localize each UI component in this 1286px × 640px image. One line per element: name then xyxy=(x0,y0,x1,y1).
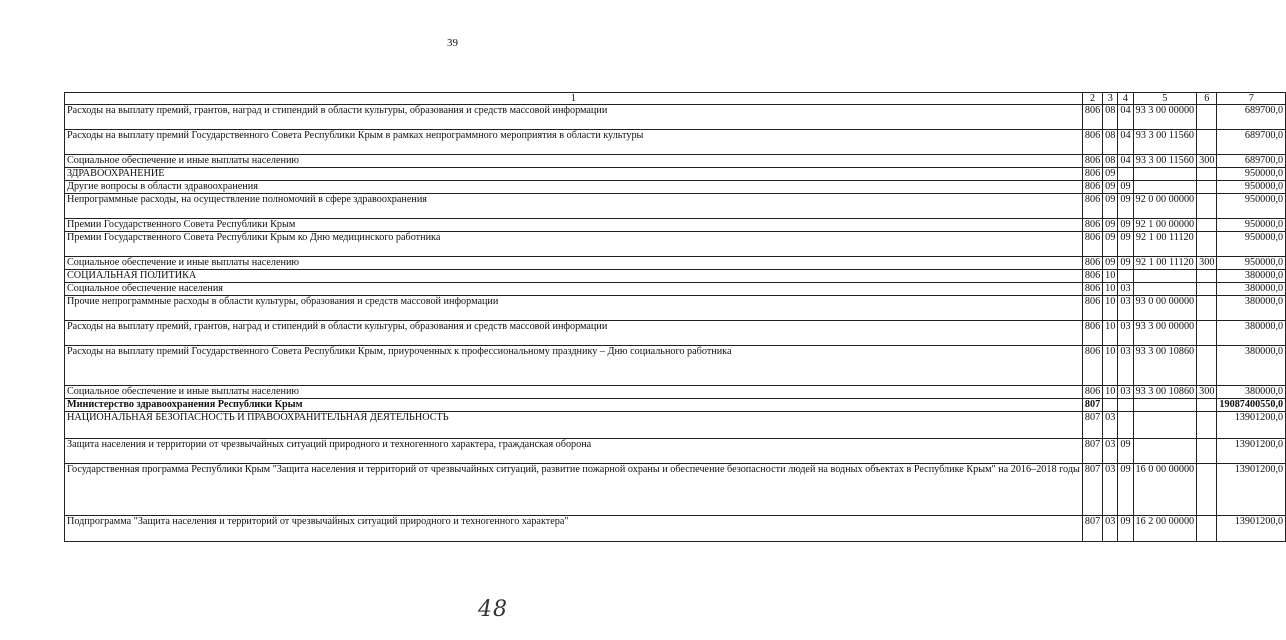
section-cell: 09 xyxy=(1103,232,1118,257)
amount-cell: 380000,0 xyxy=(1217,321,1286,346)
table-row xyxy=(65,181,1286,194)
target-article-cell: 93 3 00 11560 xyxy=(1133,130,1197,155)
row-name-cell: Расходы на выплату премий, грантов, наград и стипендий в области культуры, образования и средств массовой информации xyxy=(65,321,1083,346)
admin-code-cell: 806 xyxy=(1082,257,1102,270)
subsection-cell: 03 xyxy=(1118,386,1133,399)
expense-type-cell xyxy=(1197,194,1217,219)
admin-code-cell: 807 xyxy=(1082,516,1102,542)
expense-type-cell xyxy=(1197,283,1217,296)
admin-code-cell: 807 xyxy=(1082,464,1102,516)
target-article-cell xyxy=(1133,283,1197,296)
expense-type-cell xyxy=(1197,105,1217,130)
section-cell: 03 xyxy=(1103,412,1118,439)
subsection-cell xyxy=(1118,270,1133,283)
target-article-cell: 92 1 00 11120 xyxy=(1133,232,1197,257)
row-name-cell: Социальное обеспечение населения xyxy=(65,283,1083,296)
admin-code-cell: 807 xyxy=(1082,412,1102,439)
subsection-cell: 09 xyxy=(1118,194,1133,219)
target-article-cell: 16 2 00 00000 xyxy=(1133,516,1197,542)
expense-type-cell xyxy=(1197,321,1217,346)
amount-cell: 689700,0 xyxy=(1217,105,1286,130)
table-header-row xyxy=(65,93,1286,105)
row-name-cell: Подпрограмма "Защита населения и территорий от чрезвычайных ситуаций природного и техногенного характера" xyxy=(65,516,1083,542)
column-header: 6 xyxy=(1197,93,1217,105)
expense-type-cell: 300 xyxy=(1197,257,1217,270)
subsection-cell: 03 xyxy=(1118,296,1133,321)
expense-type-cell xyxy=(1197,232,1217,257)
row-name-cell: НАЦИОНАЛЬНАЯ БЕЗОПАСНОСТЬ И ПРАВООХРАНИТЕЛЬНАЯ ДЕЯТЕЛЬНОСТЬ xyxy=(65,412,1083,439)
target-article-cell xyxy=(1133,439,1197,464)
table-row xyxy=(65,386,1286,399)
amount-cell: 13901200,0 xyxy=(1217,516,1286,542)
section-cell: 08 xyxy=(1103,155,1118,168)
row-name-cell: Министерство здравоохранения Республики Крым xyxy=(65,399,1083,412)
expense-type-cell: 300 xyxy=(1197,386,1217,399)
amount-cell: 950000,0 xyxy=(1217,181,1286,194)
expense-type-cell xyxy=(1197,464,1217,516)
column-header: 1 xyxy=(65,93,1083,105)
subsection-cell xyxy=(1118,399,1133,412)
amount-cell: 380000,0 xyxy=(1217,283,1286,296)
expense-type-cell xyxy=(1197,296,1217,321)
expense-type-cell xyxy=(1197,439,1217,464)
column-header: 4 xyxy=(1118,93,1133,105)
table-row xyxy=(65,399,1286,412)
expense-type-cell xyxy=(1197,270,1217,283)
subsection-cell xyxy=(1118,412,1133,439)
admin-code-cell: 806 xyxy=(1082,321,1102,346)
column-header: 7 xyxy=(1217,93,1286,105)
row-name-cell: Премии Государственного Совета Республики Крым xyxy=(65,219,1083,232)
table-row xyxy=(65,168,1286,181)
row-name-cell: Другие вопросы в области здравоохранения xyxy=(65,181,1083,194)
section-cell: 03 xyxy=(1103,516,1118,542)
column-header: 3 xyxy=(1103,93,1118,105)
handwritten-note: 48 xyxy=(478,597,508,622)
subsection-cell xyxy=(1118,168,1133,181)
admin-code-cell: 806 xyxy=(1082,155,1102,168)
row-name-cell: Непрограммные расходы, на осуществление полномочий в сфере здравоохранения xyxy=(65,194,1083,219)
row-name-cell: Государственная программа Республики Крым "Защита населения и территорий от чрезвычайных ситуаций, развитие пожарной охраны и обеспечение безопасности людей на водных объектах в Республике Крым" на 2016–2018 годы xyxy=(65,464,1083,516)
row-name-cell: Премии Государственного Совета Республики Крым ко Дню медицинского работника xyxy=(65,232,1083,257)
table-row xyxy=(65,321,1286,346)
amount-cell: 380000,0 xyxy=(1217,270,1286,283)
section-cell: 10 xyxy=(1103,321,1118,346)
expense-type-cell xyxy=(1197,219,1217,232)
target-article-cell: 93 3 00 11560 xyxy=(1133,155,1197,168)
section-cell: 10 xyxy=(1103,296,1118,321)
target-article-cell: 93 3 00 00000 xyxy=(1133,321,1197,346)
row-name-cell: Защита населения и территории от чрезвычайных ситуаций природного и техногенного характера, гражданская оборона xyxy=(65,439,1083,464)
row-name-cell: ЗДРАВООХРАНЕНИЕ xyxy=(65,168,1083,181)
target-article-cell xyxy=(1133,181,1197,194)
row-name-cell: Социальное обеспечение и иные выплаты населению xyxy=(65,257,1083,270)
row-name-cell: Социальное обеспечение и иные выплаты населению xyxy=(65,155,1083,168)
table-row xyxy=(65,155,1286,168)
section-cell: 09 xyxy=(1103,219,1118,232)
table-row xyxy=(65,464,1286,516)
admin-code-cell: 806 xyxy=(1082,296,1102,321)
subsection-cell: 09 xyxy=(1118,257,1133,270)
expense-type-cell: 300 xyxy=(1197,155,1217,168)
row-name-cell: Расходы на выплату премий, грантов, наград и стипендий в области культуры, образования и средств массовой информации xyxy=(65,105,1083,130)
table-row xyxy=(65,412,1286,439)
amount-cell: 380000,0 xyxy=(1217,386,1286,399)
target-article-cell: 16 0 00 00000 xyxy=(1133,464,1197,516)
section-cell xyxy=(1103,399,1118,412)
amount-cell: 13901200,0 xyxy=(1217,439,1286,464)
expense-type-cell xyxy=(1197,130,1217,155)
admin-code-cell: 806 xyxy=(1082,181,1102,194)
table-row xyxy=(65,516,1286,542)
admin-code-cell: 806 xyxy=(1082,219,1102,232)
section-cell: 09 xyxy=(1103,257,1118,270)
table-row xyxy=(65,105,1286,130)
amount-cell: 689700,0 xyxy=(1217,155,1286,168)
row-name-cell: Прочие непрограммные расходы в области культуры, образования и средств массовой информации xyxy=(65,296,1083,321)
table-row xyxy=(65,232,1286,257)
admin-code-cell: 806 xyxy=(1082,194,1102,219)
column-header: 2 xyxy=(1082,93,1102,105)
subsection-cell: 03 xyxy=(1118,346,1133,386)
table-row xyxy=(65,296,1286,321)
admin-code-cell: 806 xyxy=(1082,386,1102,399)
target-article-cell: 92 1 00 00000 xyxy=(1133,219,1197,232)
section-cell: 03 xyxy=(1103,439,1118,464)
target-article-cell: 93 3 00 10860 xyxy=(1133,386,1197,399)
amount-cell: 950000,0 xyxy=(1217,232,1286,257)
target-article-cell: 93 3 00 10860 xyxy=(1133,346,1197,386)
section-cell: 09 xyxy=(1103,194,1118,219)
amount-cell: 13901200,0 xyxy=(1217,464,1286,516)
expense-type-cell xyxy=(1197,346,1217,386)
row-name-cell: Расходы на выплату премий Государственного Совета Республики Крым, приуроченных к профессиональному празднику – Дню социального работника xyxy=(65,346,1083,386)
target-article-cell xyxy=(1133,399,1197,412)
section-cell: 10 xyxy=(1103,386,1118,399)
subsection-cell: 03 xyxy=(1118,283,1133,296)
admin-code-cell: 806 xyxy=(1082,168,1102,181)
table-row xyxy=(65,219,1286,232)
expense-type-cell xyxy=(1197,168,1217,181)
table-row xyxy=(65,270,1286,283)
admin-code-cell: 806 xyxy=(1082,346,1102,386)
table-row xyxy=(65,194,1286,219)
target-article-cell xyxy=(1133,412,1197,439)
section-cell: 08 xyxy=(1103,130,1118,155)
amount-cell: 950000,0 xyxy=(1217,168,1286,181)
section-cell: 10 xyxy=(1103,346,1118,386)
subsection-cell: 04 xyxy=(1118,105,1133,130)
subsection-cell: 09 xyxy=(1118,464,1133,516)
row-name-cell: Социальное обеспечение и иные выплаты населению xyxy=(65,386,1083,399)
admin-code-cell: 806 xyxy=(1082,105,1102,130)
amount-cell: 689700,0 xyxy=(1217,130,1286,155)
admin-code-cell: 807 xyxy=(1082,439,1102,464)
target-article-cell: 93 3 00 00000 xyxy=(1133,105,1197,130)
amount-cell: 13901200,0 xyxy=(1217,412,1286,439)
expense-type-cell xyxy=(1197,516,1217,542)
admin-code-cell: 806 xyxy=(1082,283,1102,296)
table-body xyxy=(65,105,1286,542)
row-name-cell: Расходы на выплату премий Государственного Совета Республики Крым в рамках непрограммного мероприятия в области культуры xyxy=(65,130,1083,155)
section-cell: 10 xyxy=(1103,270,1118,283)
table-row xyxy=(65,257,1286,270)
amount-cell: 950000,0 xyxy=(1217,194,1286,219)
section-cell: 03 xyxy=(1103,464,1118,516)
section-cell: 09 xyxy=(1103,168,1118,181)
table-row xyxy=(65,130,1286,155)
section-cell: 09 xyxy=(1103,181,1118,194)
subsection-cell: 03 xyxy=(1118,321,1133,346)
subsection-cell: 09 xyxy=(1118,516,1133,542)
target-article-cell xyxy=(1133,168,1197,181)
budget-table xyxy=(64,92,1286,542)
amount-cell: 950000,0 xyxy=(1217,257,1286,270)
expense-type-cell xyxy=(1197,412,1217,439)
amount-cell: 950000,0 xyxy=(1217,219,1286,232)
target-article-cell: 93 0 00 00000 xyxy=(1133,296,1197,321)
subsection-cell: 09 xyxy=(1118,439,1133,464)
page-number: 39 xyxy=(447,37,458,49)
column-header: 5 xyxy=(1133,93,1197,105)
row-name-cell: СОЦИАЛЬНАЯ ПОЛИТИКА xyxy=(65,270,1083,283)
table-row xyxy=(65,346,1286,386)
section-cell: 10 xyxy=(1103,283,1118,296)
section-cell: 08 xyxy=(1103,105,1118,130)
expense-type-cell xyxy=(1197,181,1217,194)
amount-cell: 380000,0 xyxy=(1217,346,1286,386)
admin-code-cell: 806 xyxy=(1082,232,1102,257)
target-article-cell: 92 1 00 11120 xyxy=(1133,257,1197,270)
amount-cell: 19087400550,0 xyxy=(1217,399,1286,412)
subsection-cell: 09 xyxy=(1118,181,1133,194)
target-article-cell xyxy=(1133,270,1197,283)
target-article-cell: 92 0 00 00000 xyxy=(1133,194,1197,219)
amount-cell: 380000,0 xyxy=(1217,296,1286,321)
subsection-cell: 04 xyxy=(1118,130,1133,155)
subsection-cell: 09 xyxy=(1118,232,1133,257)
admin-code-cell: 807 xyxy=(1082,399,1102,412)
subsection-cell: 09 xyxy=(1118,219,1133,232)
admin-code-cell: 806 xyxy=(1082,270,1102,283)
table-row xyxy=(65,439,1286,464)
table-row xyxy=(65,283,1286,296)
admin-code-cell: 806 xyxy=(1082,130,1102,155)
expense-type-cell xyxy=(1197,399,1217,412)
subsection-cell: 04 xyxy=(1118,155,1133,168)
